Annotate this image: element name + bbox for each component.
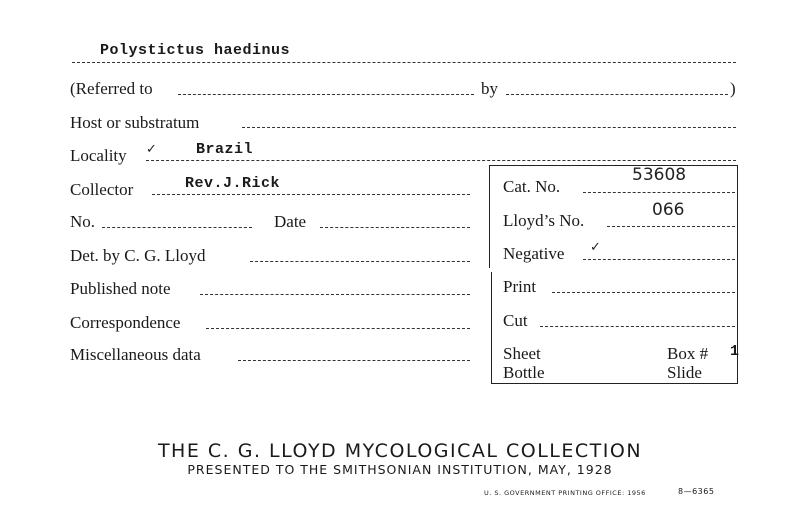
cat-no-line xyxy=(583,192,735,193)
lloyds-no-line xyxy=(607,226,735,227)
no-label: No. xyxy=(70,212,96,231)
correspondence-label: Correspondence xyxy=(70,313,181,332)
det-by-label: Det. by C. G. Lloyd xyxy=(70,246,206,265)
misc-data-label: Miscellaneous data xyxy=(70,345,201,364)
species-line xyxy=(72,62,736,63)
locality-value: Brazil xyxy=(196,141,254,158)
species-name: Polystictus haedinus xyxy=(100,42,291,59)
date-label: Date xyxy=(274,212,307,231)
collection-subtitle: PRESENTED TO THE SMITHSONIAN INSTITUTION, MAY, 1928 xyxy=(187,462,613,477)
lloyds-no-label: Lloyd’s No. xyxy=(503,211,585,230)
locality-label: Locality xyxy=(70,146,127,165)
collector-label: Collector xyxy=(70,180,134,199)
box-top-border xyxy=(489,165,737,166)
sheet-label: Sheet xyxy=(503,344,541,363)
box-divider-lower xyxy=(491,272,492,384)
print-line xyxy=(552,292,735,293)
locality-checkmark: ✓ xyxy=(146,142,157,157)
collector-line xyxy=(152,194,470,195)
published-note-line xyxy=(200,294,470,295)
print-label: Print xyxy=(503,277,537,296)
referred-to-line xyxy=(178,94,474,95)
close-paren: ) xyxy=(730,79,736,98)
by-label: by xyxy=(481,79,498,98)
cut-line xyxy=(540,326,735,327)
lloyds-no-value: 066 xyxy=(652,200,685,220)
cat-no-label: Cat. No. xyxy=(503,177,561,196)
negative-line xyxy=(583,259,735,260)
cut-label: Cut xyxy=(503,311,528,330)
det-by-line xyxy=(250,261,470,262)
cat-no-value: 53608 xyxy=(632,165,687,185)
host-line xyxy=(242,127,736,128)
referred-to-label: (Referred to xyxy=(70,79,153,98)
locality-line xyxy=(146,160,736,161)
box-value: 1 xyxy=(730,343,740,360)
host-label: Host or substratum xyxy=(70,113,200,132)
printing-office-note: U. S. GOVERNMENT PRINTING OFFICE: 1956 xyxy=(484,489,646,497)
slide-label: Slide xyxy=(667,363,702,382)
no-line xyxy=(102,227,252,228)
collection-title: THE C. G. LLOYD MYCOLOGICAL COLLECTION xyxy=(157,440,643,462)
bottle-label: Bottle xyxy=(503,363,545,382)
form-number: 8—6365 xyxy=(678,487,715,496)
by-line xyxy=(506,94,728,95)
correspondence-line xyxy=(206,328,470,329)
box-divider-upper xyxy=(489,165,490,268)
box-label: Box # xyxy=(667,344,709,363)
published-note-label: Published note xyxy=(70,279,171,298)
date-line xyxy=(320,227,470,228)
negative-label: Negative xyxy=(503,244,565,263)
misc-data-line xyxy=(238,360,470,361)
negative-checkmark: ✓ xyxy=(590,240,601,255)
box-bottom-border xyxy=(491,383,738,384)
collector-value: Rev.J.Rick xyxy=(185,175,281,192)
